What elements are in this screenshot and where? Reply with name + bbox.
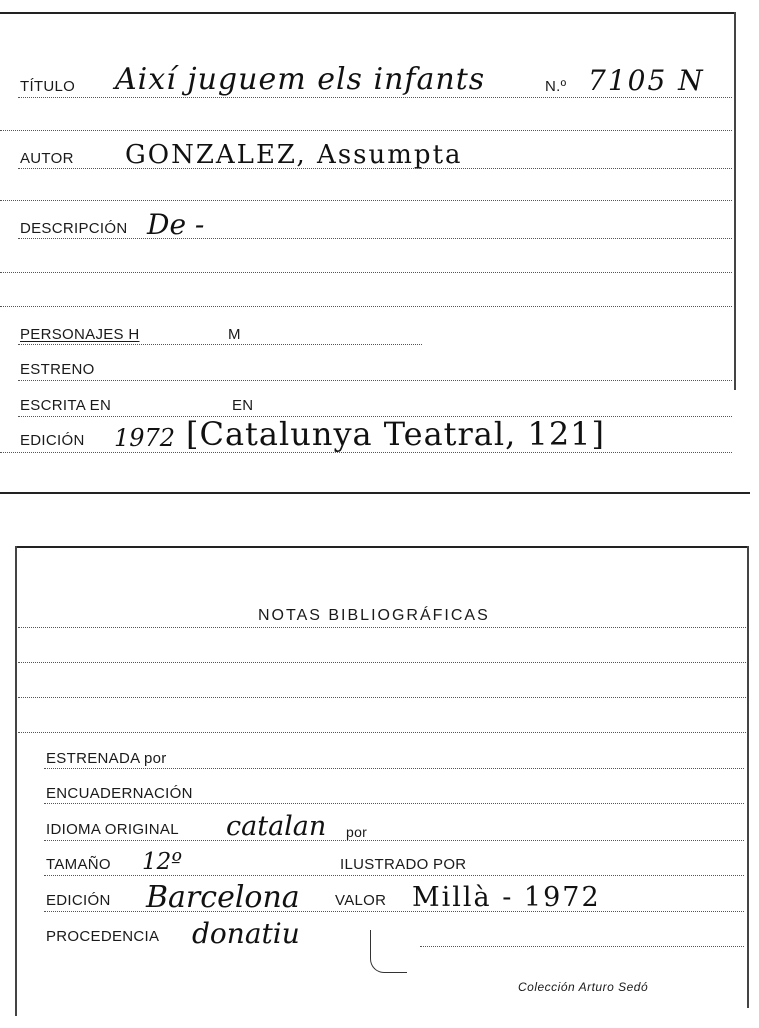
descripcion-value: De - xyxy=(147,208,205,241)
escrita-en-label: EN xyxy=(232,397,254,414)
coleccion-credit: Colección Arturo Sedó xyxy=(518,980,649,994)
procedencia-value: donatiu xyxy=(192,917,300,950)
edicion-label: EDICIÓN xyxy=(20,432,85,449)
procedencia-bracket-mark xyxy=(370,930,407,973)
notas-dotted-line-2 xyxy=(18,662,746,663)
tamano-dotted-line xyxy=(44,875,744,876)
edicion-year: 1972 xyxy=(114,424,176,452)
card2-top-border xyxy=(15,546,748,548)
idioma-value: catalan xyxy=(226,811,327,842)
numero-label: N.º xyxy=(545,78,567,95)
escrita-label: ESCRITA EN xyxy=(20,397,112,414)
personajes-m-label: M xyxy=(228,326,241,343)
descripcion-label: DESCRIPCIÓN xyxy=(20,220,128,237)
autor-dotted-line xyxy=(18,168,732,169)
idioma-dotted-line xyxy=(44,840,744,841)
notas-heading: NOTAS BIBLIOGRÁFICAS xyxy=(258,607,490,624)
tamano-label: TAMAÑO xyxy=(46,856,111,873)
titulo-label: TÍTULO xyxy=(20,78,76,95)
descripcion-dotted-line xyxy=(18,238,732,239)
edicion2-value: Barcelona xyxy=(146,880,300,915)
personajes-dotted-line xyxy=(18,344,422,345)
numero-value: 7105 N xyxy=(588,64,705,97)
estrenada-label: ESTRENADA por xyxy=(46,750,167,767)
valor-value: Millà - 1972 xyxy=(412,882,601,913)
encuadernacion-dotted-line xyxy=(44,803,744,804)
titulo-value: Així juguem els infants xyxy=(115,62,486,97)
notas-dotted-line-4 xyxy=(18,732,746,733)
card-separator-line xyxy=(0,492,750,494)
card2-left-border xyxy=(15,546,17,1016)
edicion-value: [Catalunya Teatral, 121] xyxy=(186,415,606,453)
card1-top-border xyxy=(0,12,735,14)
notas-dotted-line xyxy=(18,627,746,628)
personajes-label: PERSONAJES H xyxy=(20,326,140,343)
procedencia-label: PROCEDENCIA xyxy=(46,928,160,945)
ilustrado-label: ILUSTRADO POR xyxy=(340,856,467,873)
edicion2-label: EDICIÓN xyxy=(46,892,111,909)
encuadernacion-label: ENCUADERNACIÓN xyxy=(46,785,193,802)
estrenada-dotted-line xyxy=(44,768,744,769)
titulo-dotted-line xyxy=(18,97,732,98)
notas-dotted-line-3 xyxy=(18,697,746,698)
dotted-line-7 xyxy=(0,306,732,307)
tamano-value: 12º xyxy=(142,849,183,875)
card1-right-border xyxy=(734,12,736,390)
edicion-dotted-line xyxy=(0,452,732,453)
dotted-line-2 xyxy=(0,130,732,131)
estreno-label: ESTRENO xyxy=(20,361,95,378)
idioma-label: IDIOMA ORIGINAL xyxy=(46,821,179,838)
edicion2-dotted-line xyxy=(44,911,744,912)
idioma-por-label: por xyxy=(346,824,368,840)
estreno-dotted-line xyxy=(18,380,732,381)
dotted-line-4 xyxy=(0,200,732,201)
dotted-line-6 xyxy=(0,272,732,273)
autor-value: GONZALEZ, Assumpta xyxy=(125,140,463,170)
procedencia-dotted-line xyxy=(420,946,744,947)
valor-label: VALOR xyxy=(335,892,387,909)
autor-label: AUTOR xyxy=(20,150,74,167)
card2-right-border xyxy=(747,546,749,1008)
